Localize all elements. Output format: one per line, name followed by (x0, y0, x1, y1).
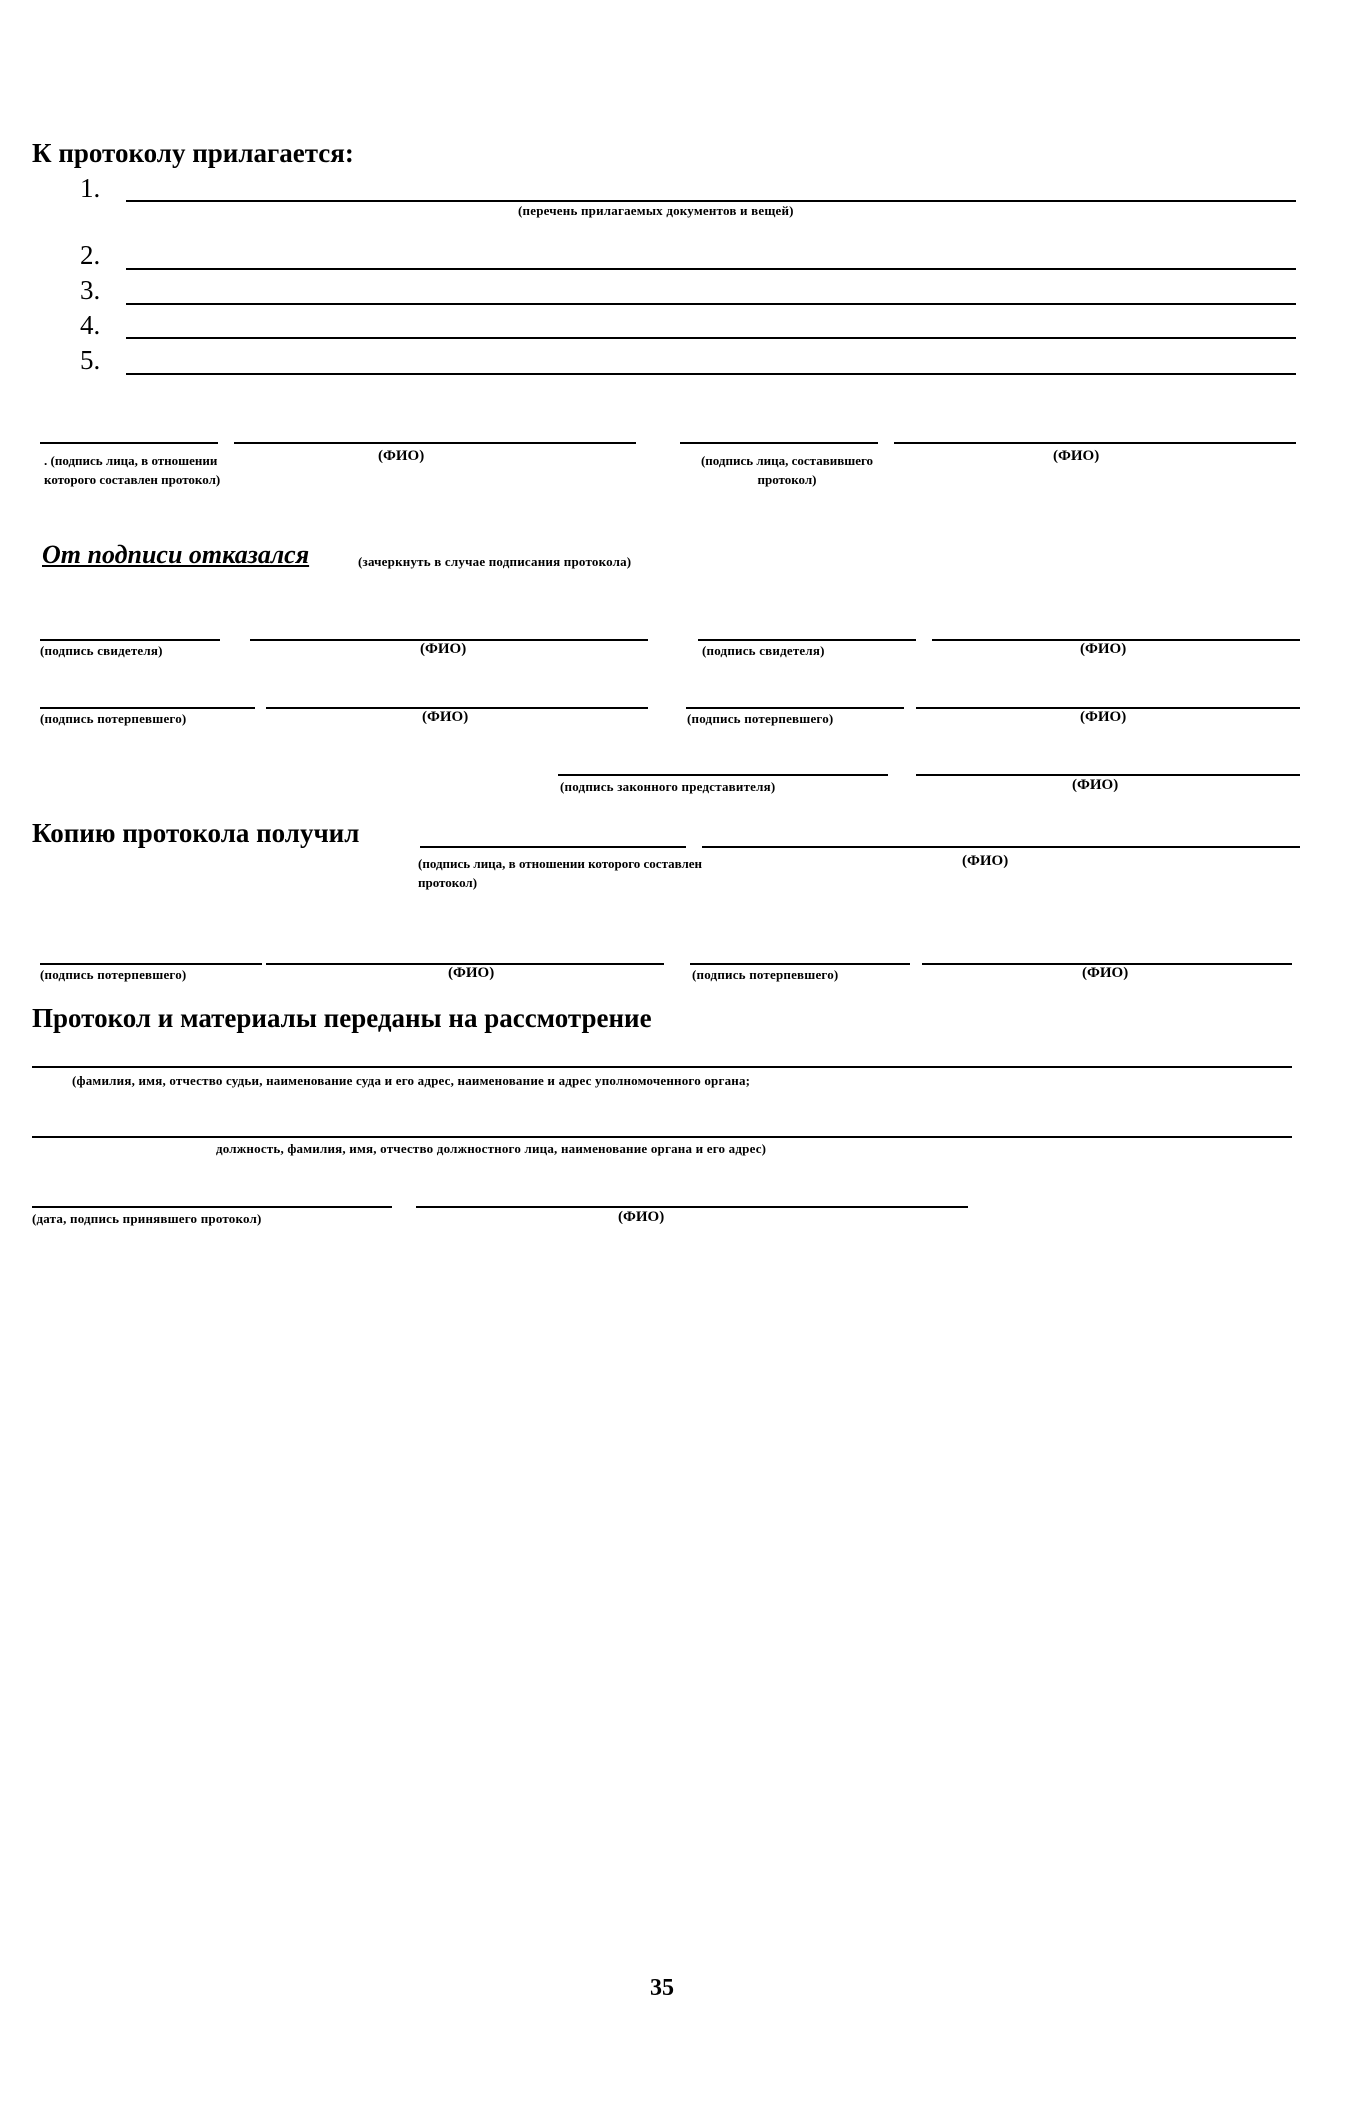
date-caption: (дата, подпись принявшего протокол) (32, 1211, 262, 1226)
signature-line (420, 846, 686, 848)
victim-caption: (подпись потерпевшего) (692, 967, 839, 982)
attachment-item-number: 4. (80, 310, 101, 340)
attachment-line-4 (126, 337, 1296, 339)
refusal-heading: От подписи отказался (42, 540, 310, 569)
fio-line (416, 1206, 968, 1208)
copy-caption: (подпись лица, в отношении которого составлен протокол) (418, 856, 703, 890)
fio-caption: (ФИО) (1080, 709, 1127, 725)
witness-caption: (подпись свидетеля) (40, 643, 163, 658)
fio-caption: (ФИО) (448, 965, 495, 981)
date-signature-line (32, 1206, 392, 1208)
attachment-item-number: 3. (80, 275, 101, 305)
victim-caption: (подпись потерпевшего) (40, 711, 187, 726)
attachment-line-2 (126, 268, 1296, 270)
attachment-item-number: 5. (80, 345, 101, 375)
fio-caption: (ФИО) (1082, 965, 1129, 981)
signature-line (40, 442, 218, 444)
attachment-line-1 (126, 200, 1296, 202)
signature-line (698, 639, 916, 641)
attachment-item-number: 2. (80, 240, 101, 270)
signature-line (40, 963, 262, 965)
fio-caption: (ФИО) (1080, 641, 1127, 657)
copy-heading: Копию протокола получил (32, 818, 360, 848)
refusal-note: (зачеркнуть в случае подписания протокола) (358, 554, 632, 569)
transfer-line-2 (32, 1136, 1292, 1138)
fio-caption: (ФИО) (962, 853, 1009, 869)
signature-line (558, 774, 888, 776)
signature-line (680, 442, 878, 444)
fio-caption: (ФИО) (1053, 448, 1100, 464)
signature-line (40, 639, 220, 641)
fio-line (916, 774, 1300, 776)
representative-caption: (подпись законного представителя) (560, 779, 776, 794)
fio-line (894, 442, 1296, 444)
transfer-note-2: должность, фамилия, имя, отчество должностного лица, наименование органа и его адрес) (216, 1141, 767, 1156)
attachments-note: (перечень прилагаемых документов и вещей) (518, 203, 794, 218)
victim-caption: (подпись потерпевшего) (40, 967, 187, 982)
fio-line (234, 442, 636, 444)
transfer-note-1: (фамилия, имя, отчество судьи, наименование суда и его адрес, наименование и адрес уполномоченного органа; (72, 1073, 751, 1088)
subject-signature-caption: . (подпись лица, в отношении которого составлен протокол) (44, 453, 221, 487)
fio-caption: (ФИО) (420, 641, 467, 657)
attachment-item-number: 1. (80, 173, 101, 203)
signature-line (690, 963, 910, 965)
attachments-heading: К протоколу прилагается: (32, 138, 354, 168)
signature-line (40, 707, 255, 709)
fio-caption: (ФИО) (422, 709, 469, 725)
signature-line (686, 707, 904, 709)
witness-caption: (подпись свидетеля) (702, 643, 825, 658)
fio-caption: (ФИО) (378, 448, 425, 464)
transfer-heading: Протокол и материалы переданы на рассмотрение (32, 1003, 652, 1033)
victim-caption: (подпись потерпевшего) (687, 711, 834, 726)
page-number: 35 (650, 1975, 674, 2001)
attachment-line-3 (126, 303, 1296, 305)
fio-line (702, 846, 1300, 848)
fio-caption: (ФИО) (1072, 777, 1119, 793)
attachment-line-5 (126, 373, 1296, 375)
transfer-line-1 (32, 1066, 1292, 1068)
officer-signature-caption: (подпись лица, составившего протокол) (700, 453, 874, 487)
fio-caption: (ФИО) (618, 1209, 665, 1225)
